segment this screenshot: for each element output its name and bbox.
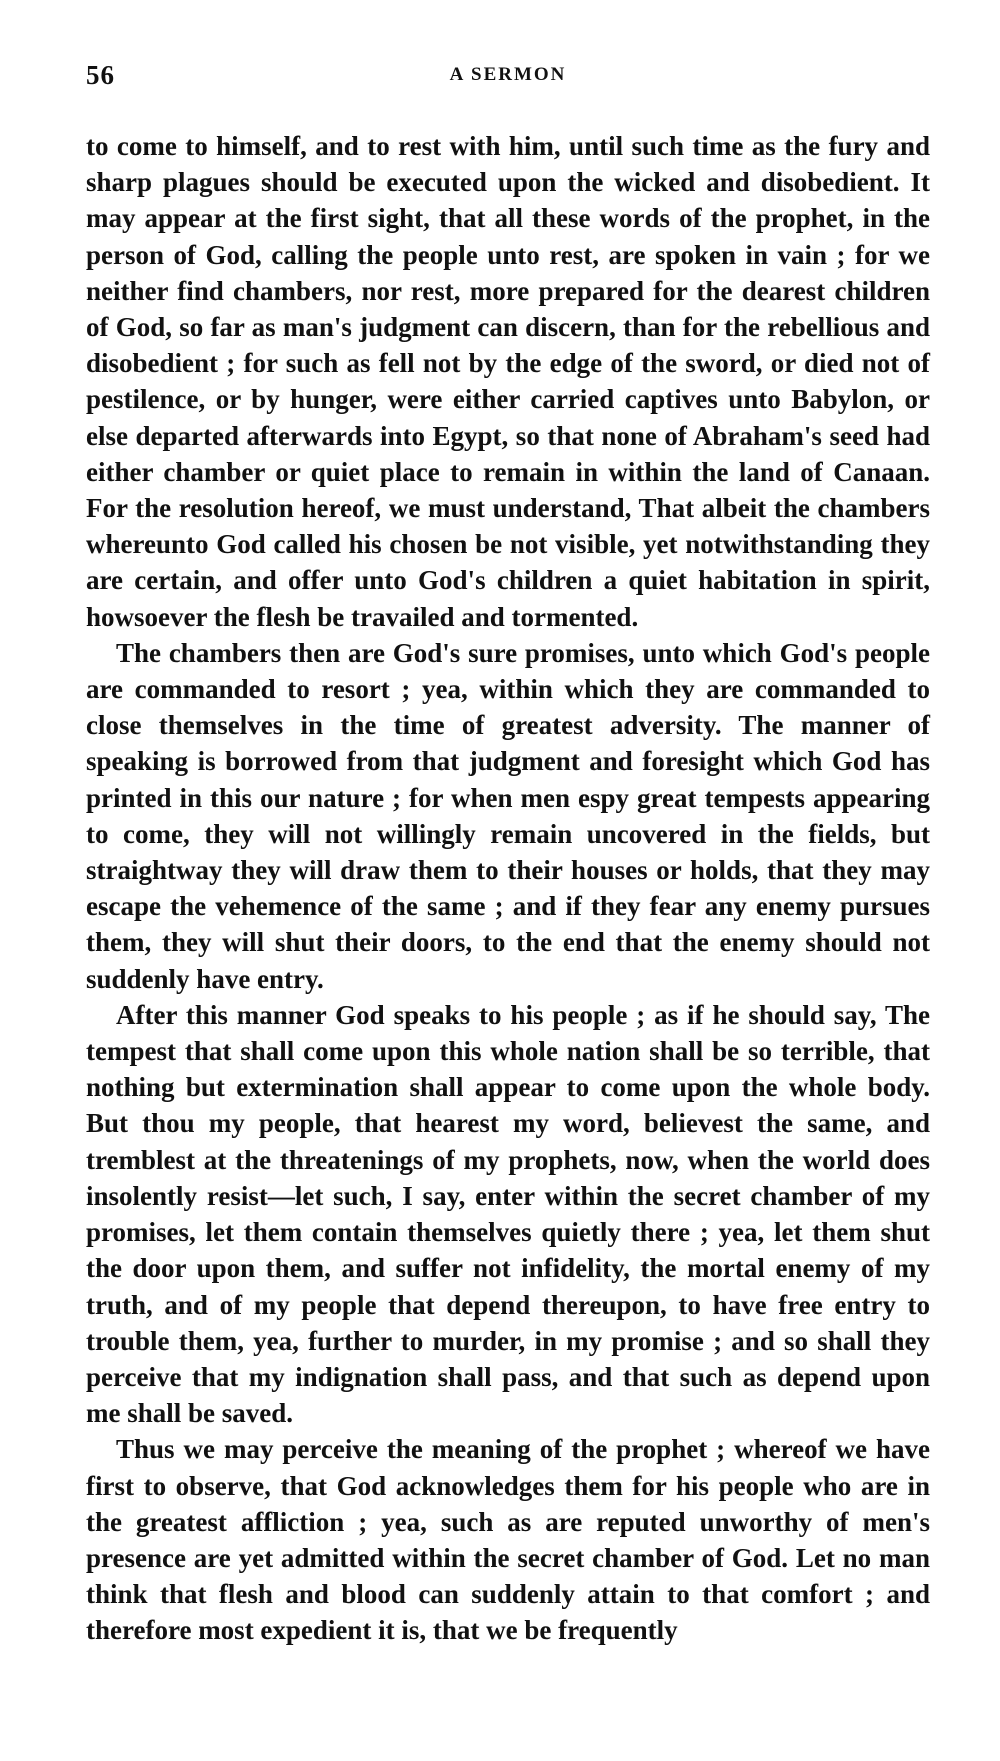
page-header [86,60,930,100]
body-text [86,128,930,1649]
paragraph-3: After this manner God speaks to his people ; as if he should say, The tempest that shall come upon this whole nation shall be so terrible, that nothing but extermination shall appear to come upon the whole body. But thou my people, that hearest my word, believest the same, and tremblest at the threatenings of my prophets, now, when the world does insolently resist—let such, I say, enter within the secret chamber of my promises, let them contain themselves quietly there ; yea, let them shut the door upon them, and suffer not infidelity, the mortal enemy of my truth, and of my people that depend thereupon, to have free entry to trouble them, yea, further to murder, in my promise ; and so shall they perceive that my indignation shall pass, and that such as depend upon me shall be saved. [86,999,930,1429]
paragraph-4: Thus we may perceive the meaning of the prophet ; whereof we have first to observe, that God acknowledges them for his people who are in the greatest affliction ; yea, such as are reputed unworthy of men's presence are yet admitted within the secret chamber of God. Let no man think that flesh and blood can suddenly attain to that comfort ; and therefore most expedient it is, that we be frequently [86,1434,930,1646]
running-head: A SERMON [449,64,567,85]
book-page [86,60,930,1649]
page-number: 56 [86,60,115,90]
paragraph-1: to come to himself, and to rest with him, until such time as the fury and sharp plagues should be executed upon the wicked and disobedient. It may appear at the first sight, that all these words of the prophet, in the person of God, calling the people unto rest, are spoken in vain ; for we neither find chambers, nor rest, more prepared for the dearest children of God, so far as man's judgment can discern, than for the rebellious and disobedient ; for such as fell not by the edge of the sword, or died not of pestilence, or by hunger, were either carried captives unto Babylon, or else departed afterwards into Egypt, so that none of Abraham's seed had either chamber or quiet place to remain in within the land of Canaan. For the resolution hereof, we must understand, That albeit the chambers whereunto God called his chosen be not visible, yet notwithstanding they are certain, and offer unto God's children a quiet habitation in spirit, howsoever the flesh be travailed and tormented. [86,131,930,632]
paragraph-2: The chambers then are God's sure promises, unto which God's people are commanded to resort ; yea, within which they are commanded to close themselves in the time of greatest adversity. The manner of speaking is borrowed from that judgment and foresight which God has printed in this our nature ; for when men espy great tempests appearing to come, they will not willingly remain uncovered in the fields, but straightway they will draw them to their houses or holds, that they may escape the vehemence of the same ; and if they fear any enemy pursues them, they will shut their doors, to the end that the enemy should not suddenly have entry. [86,637,930,994]
